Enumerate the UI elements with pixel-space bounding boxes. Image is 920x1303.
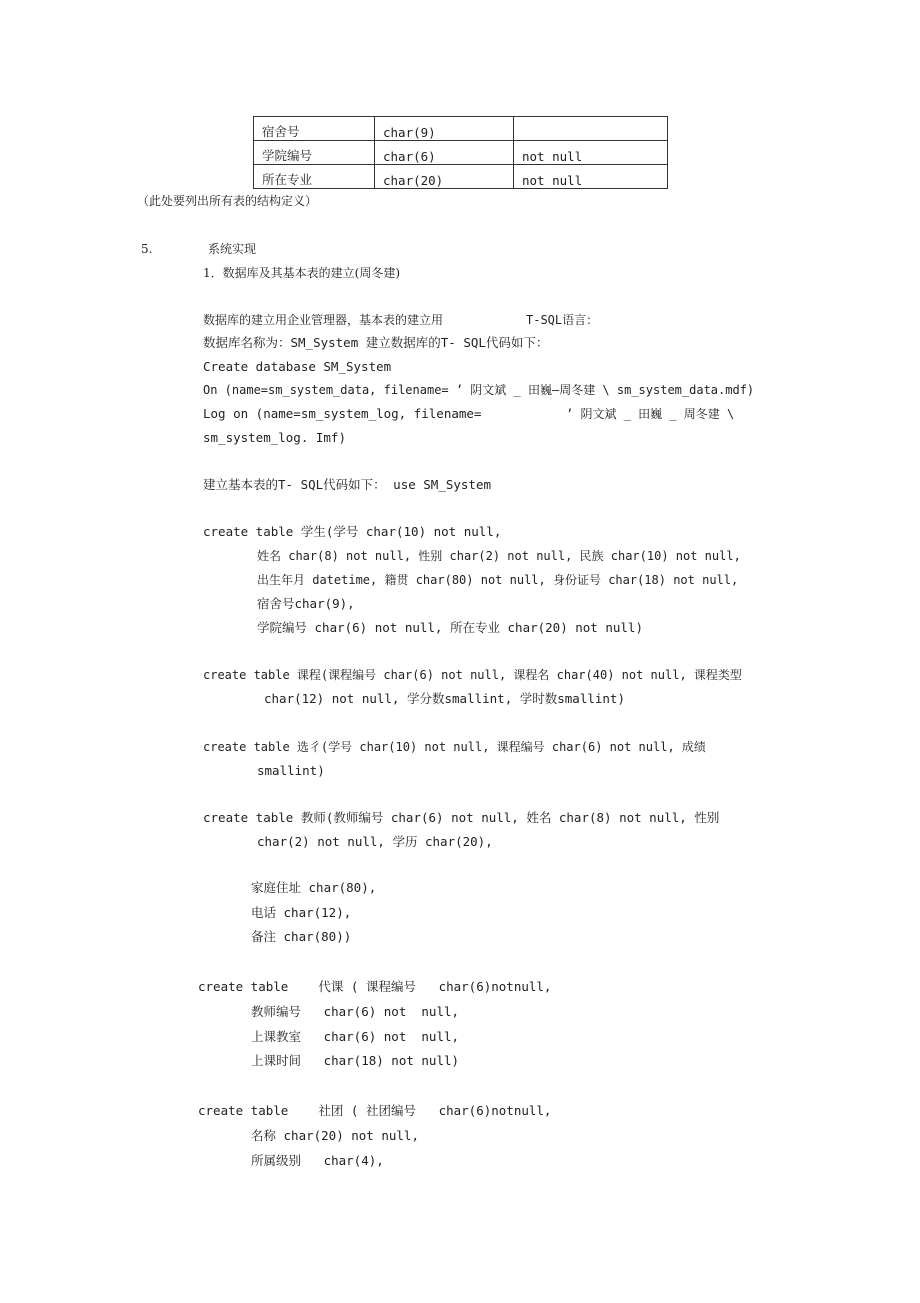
code-line: ’ 阴文斌 _ 田巍 _ 周冬建 \ xyxy=(566,407,735,421)
intro-line: 数据库名称为：SM_System 建立数据库的T- SQL代码如下： xyxy=(203,335,549,350)
intro-line: 数据库的建立用企业管理器，基本表的建立用 xyxy=(203,313,444,327)
code-line: create table 代课 ( 课程编号 char(6)notnull, xyxy=(198,979,552,994)
code-line: sm_system_log. Imf) xyxy=(203,430,346,445)
code-line: Create database SM_System xyxy=(203,359,392,374)
code-line: char(2) not null, 学历 char(20), xyxy=(257,834,493,849)
intro-line: T-SQL语言： xyxy=(526,313,599,327)
code-line: 学院编号 char(6) not null, 所在专业 char(20) not null) xyxy=(257,620,643,635)
code-line: 教师编号 char(6) not null, xyxy=(251,1004,460,1019)
code-line: 所属级别 char(4), xyxy=(251,1153,384,1168)
code-line: create table 教师(教师编号 char(6) not null, 姓名 char(8) not null, 性别 xyxy=(203,810,720,825)
table-cell: 学院编号 xyxy=(254,141,375,165)
table-cell: char(20) xyxy=(375,165,514,189)
table-cell: not null xyxy=(514,165,668,189)
section-number: 5. xyxy=(141,242,153,256)
code-line: 电话 char(12), xyxy=(251,905,352,920)
table-note: （此处要列出所有表的结构定义） xyxy=(137,194,318,208)
code-line: create table 选彳(学号 char(10) not null, 课程编号 char(6) not null, 成绩 xyxy=(203,740,706,754)
code-line: 名称 char(20) not null, xyxy=(251,1128,419,1143)
code-line: 上课时间 char(18) not null) xyxy=(251,1053,460,1068)
table-cell: char(9) xyxy=(375,117,514,141)
code-line: create table 社团 ( 社团编号 char(6)notnull, xyxy=(198,1103,552,1118)
code-line: On (name=sm_system_data, filename= ’ 阴文斌 _ 田巍—周冬建 \ sm_system_data.mdf) xyxy=(203,383,755,397)
code-line: create table 学生(学号 char(10) not null, xyxy=(203,524,502,539)
table-row xyxy=(254,165,668,189)
code-line: smallint) xyxy=(257,763,325,778)
intro-line: 建立基本表的T- SQL代码如下： use SM_System xyxy=(203,477,492,492)
table-cell xyxy=(514,117,668,141)
code-line: Log on (name=sm_system_log, filename= xyxy=(203,406,482,421)
table-row xyxy=(254,117,668,141)
code-line: 家庭住址 char(80), xyxy=(251,880,377,895)
code-line: create table 课程(课程编号 char(6) not null, 课程名 char(40) not null, 课程类型 xyxy=(203,668,742,682)
table-cell: char(6) xyxy=(375,141,514,165)
table-row xyxy=(254,141,668,165)
code-line: char(12) not null, 学分数smallint, 学时数smallint) xyxy=(264,691,625,706)
table-cell: 所在专业 xyxy=(254,165,375,189)
code-line: 宿舍号char(9), xyxy=(257,596,355,611)
table-cell: 宿舍号 xyxy=(254,117,375,141)
code-line: 出生年月 datetime, 籍贯 char(80) not null, 身份证号 char(18) not null, xyxy=(257,573,739,587)
subsection-title: 1．数据库及其基本表的建立(周冬建) xyxy=(203,266,400,280)
code-line: 备注 char(80)) xyxy=(251,929,352,944)
code-line: 上课教室 char(6) not null, xyxy=(251,1029,460,1044)
code-line: 姓名 char(8) not null, 性别 char(2) not null, 民族 char(10) not null, xyxy=(257,549,741,563)
table-structure xyxy=(253,116,668,189)
section-title: 系统实现 xyxy=(208,242,257,256)
table-cell: not null xyxy=(514,141,668,165)
